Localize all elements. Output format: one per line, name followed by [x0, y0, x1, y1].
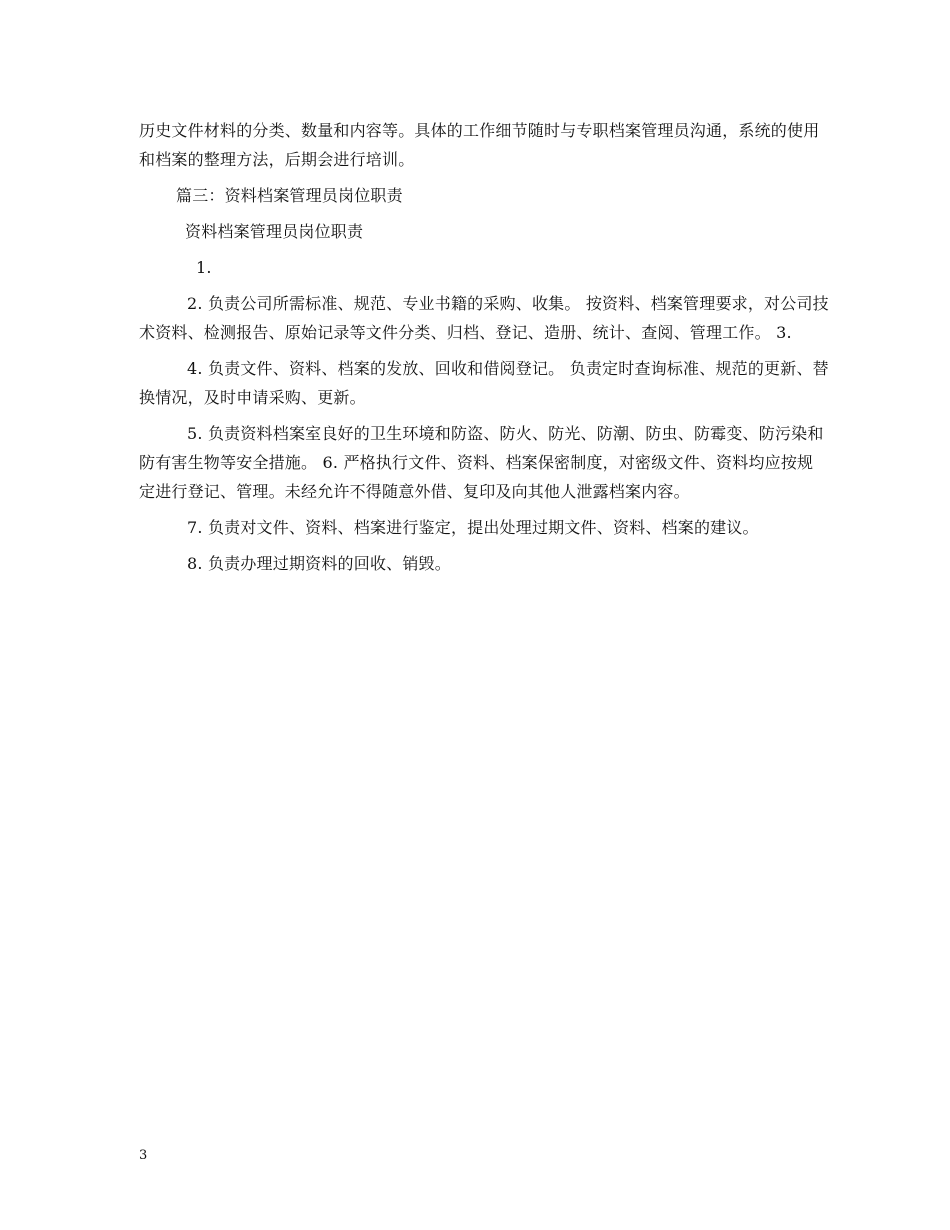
list-item-5: 5. 负责资料档案室良好的卫生环境和防盗、防火、防光、防潮、防虫、防霉变、防污染和防有害生物等安全措施。 6. 严格执行文件、资料、档案保密制度，对密级文件、资料均应按规定进行登记、管理。未经允许不得随意外借、复印及向其他人泄露档案内容。 [139, 424, 824, 501]
list-item-2: 2. 负责公司所需标准、规范、专业书籍的采购、收集。 按资料、档案管理要求，对公司技术资料、检测报告、原始记录等文件分类、归档、登记、造册、统计、查阅、管理工作。 3. [139, 294, 829, 342]
section-title: 资料档案管理员岗位职责 [185, 222, 364, 241]
paragraph-history-files: 历史文件材料的分类、数量和内容等。具体的工作细节随时与专职档案管理员沟通，系统的使用和档案的整理方法，后期会进行培训。 [139, 121, 820, 169]
document-body [139, 116, 829, 585]
section-heading: 篇三：资料档案管理员岗位职责 [176, 186, 403, 205]
list-item-8: 8. 负责办理过期资料的回收、销毁。 [187, 554, 451, 573]
list-item-7: 7. 负责对文件、资料、档案进行鉴定，提出处理过期文件、资料、档案的建议。 [187, 518, 759, 537]
list-item-4: 4. 负责文件、资料、档案的发放、回收和借阅登记。 负责定时查询标准、规范的更新、替换情况，及时申请采购、更新。 [139, 359, 829, 407]
page-number: 3 [139, 1148, 148, 1163]
list-item-1: 1. [196, 258, 212, 277]
